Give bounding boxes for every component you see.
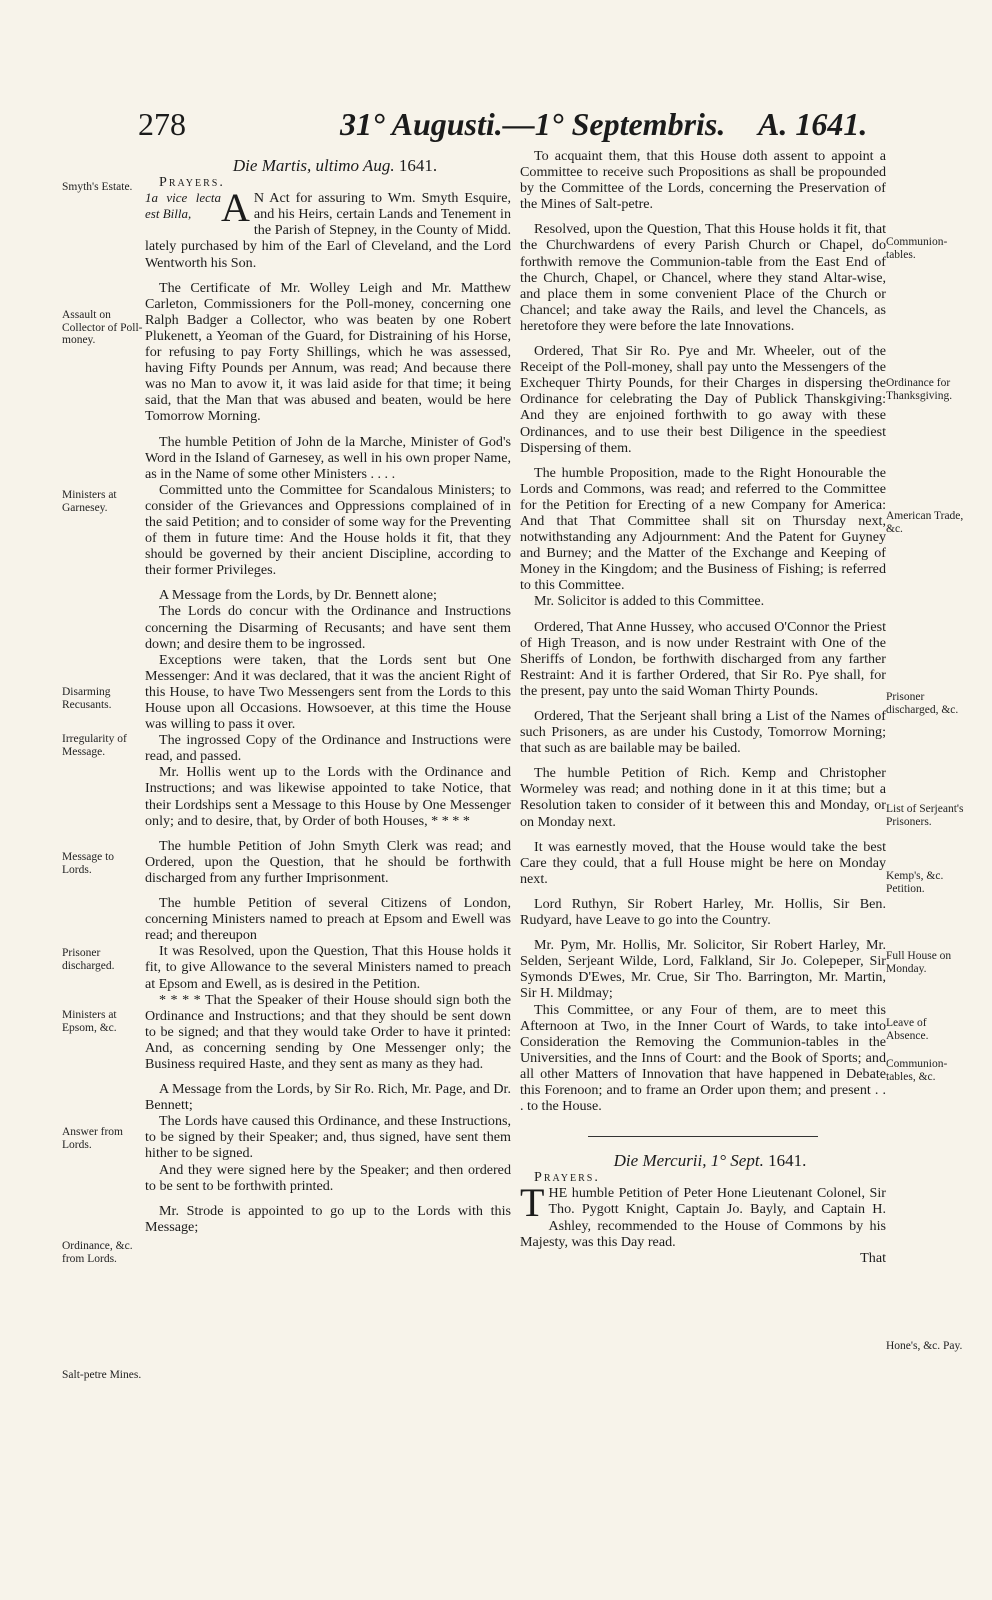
side-note: Smyth's Estate. bbox=[62, 181, 133, 193]
section-divider bbox=[588, 1136, 818, 1137]
side-note: Answer from Lords. bbox=[62, 1126, 123, 1151]
day-heading: Die Martis, ultimo Aug. 1641. bbox=[232, 156, 438, 175]
prayers-label-2: Prayers. bbox=[534, 1169, 600, 1186]
paragraph: T HE humble Petition of Peter Hone Lieutenant Colonel, Sir Tho. Pygott Knight, Captain Jo. Bayly, and Captain H. Ashley, recommended to the House of Commons by his Majesty, was this Day read. bbox=[520, 1180, 886, 1250]
paragraph: The Lords do concur with the Ordinance and Instructions concerning the Disarming of Recusants; and have sent them down; and desire them to be ingrossed. bbox=[145, 603, 511, 652]
side-note: Prisoner discharged, &c. bbox=[886, 691, 959, 716]
side-note: Leave of Absence. bbox=[886, 1017, 929, 1042]
paragraph: 1a vice lecta est Billa, A N Act for assuring to Wm. Smyth Esquire, and his Heirs, certain Lands and Tenement in the Parish of Stepney, in the County of Midd. lately purchased by him of the Earl of Cleveland, and the Lord Wentworth his Son. bbox=[145, 185, 511, 271]
side-note: Irregularity of Message. bbox=[62, 733, 127, 758]
paragraph: The Certificate of Mr. Wolley Leigh and Mr. Matthew Carleton, Commissioners for the Poll-money, concerning one Ralph Badger a Collector, who was beaten by one Robert Plukenett, a Yeoman of the Guard, for Distraining of his Horse, for refusing to pay Forty Shillings, which he was assessed, having Fifty Pounds per Annum, was read; And because there was no Man to avow it, it was laid aside for that time; it being said, that the Man that was abused and beaten, would be here Tomorrow Morning. bbox=[145, 279, 511, 425]
paragraph: Mr. Hollis went up to the Lords with the Ordinance and Instructions; and was likewise appointed to take Notice, that their Lordships sent a Message to this House by One Messenger only; and to desire, that, by Order of both Houses, * * * * bbox=[145, 764, 511, 829]
paragraph: To acquaint them, that this House doth assent to appoint a Committee to receive such Propositions as shall be propounded by the Committee of the Lords, concerning the Preservation of the Mines of Salt-petre. bbox=[520, 148, 886, 213]
side-note: Ministers at Epsom, &c. bbox=[62, 1009, 117, 1034]
paragraph: Lord Ruthyn, Sir Robert Harley, Mr. Hollis, Sir Ben. Rudyard, have Leave to go into the Country. bbox=[520, 895, 886, 929]
side-note: Communion-tables, &c. bbox=[886, 1058, 948, 1083]
paragraph: Ordered, That Anne Hussey, who accused O'Connor the Priest of High Treason, and is now under Restraint with One of the Sheriffs of London, be forthwith discharged from any farther Restraint: And it is farther Ordered, that Sir Ro. Pye shall, for the present, pay unto the said Woman Thirty Pounds. bbox=[520, 618, 886, 699]
side-note: Ordinance for Thanksgiving. bbox=[886, 377, 953, 402]
side-note: Hone's, &c. Pay. bbox=[886, 1340, 963, 1352]
paragraph: * * * * That the Speaker of their House should sign both the Ordinance and Instructions; and that they should be sent down to be signed; and that they would take Order to have it printed: And, as concerning sending by One Messenger only; the Business required Haste, and they sent as many as they had. bbox=[145, 991, 511, 1072]
catchword: That bbox=[860, 1249, 886, 1266]
drop-cap: A bbox=[221, 185, 250, 231]
paragraph: The ingrossed Copy of the Ordinance and Instructions were read, and passed. bbox=[145, 732, 511, 765]
paragraph: The humble Petition of John de la Marche, Minister of God's Word in the Island of Garnesey, as well in his own proper Name, as in the Name of some other Ministers . . . . bbox=[145, 433, 511, 482]
paragraph: The humble Petition of Rich. Kemp and Christopher Wormeley was read; and nothing done in it at this time; but a Resolution taken to consider of it between this and Monday, or on Monday next. bbox=[520, 765, 886, 830]
side-note: Ministers at Garnesey. bbox=[62, 489, 117, 514]
paragraph: Mr. Pym, Mr. Hollis, Mr. Solicitor, Sir Robert Harley, Mr. Selden, Serjeant Wilde, Lord, Falkland, Sir Jo. Colepeper, Sir Symonds D'Ewes, Mr. Crue, Sir Tho. Barrington, Mr. Martin, Sir H. Mildmay; bbox=[520, 937, 886, 1002]
page-title: 31° Augusti.—1° Septembris. bbox=[340, 106, 726, 142]
paragraph: A Message from the Lords, by Sir Ro. Rich, Mr. Page, and Dr. Bennett; bbox=[145, 1081, 511, 1114]
side-note: Kemp's, &c. Petition. bbox=[886, 870, 944, 895]
paragraph: A Message from the Lords, by Dr. Bennett alone; bbox=[159, 587, 437, 604]
paragraph: Mr. Strode is appointed to go up to the Lords with this Message; bbox=[145, 1202, 511, 1235]
side-note: Full House on Monday. bbox=[886, 950, 952, 975]
paragraph: And they were signed here by the Speaker; and then ordered to be sent to be forthwith printed. bbox=[145, 1161, 511, 1194]
right-column bbox=[520, 148, 886, 1266]
paragraph: The humble Proposition, made to the Right Honourable the Lords and Commons, was read; and referred to the Committee for the Petition for Erecting of a new Company for America: And that That Committee shall sit on Thursday next, notwithstanding any Adjournment: And the Patent for Guyney and Burney; and the Matter of the Exchange and Keeping of Money in the Kingdom; and the Business of Fishing; is referred to this Committee. bbox=[520, 464, 886, 594]
side-note: Message to Lords. bbox=[62, 851, 115, 876]
paragraph: Ordered, That the Serjeant shall bring a List of the Names of such Prisoners, as are under his Custody, Tomorrow Morning; that such as are bailable may be bailed. bbox=[520, 708, 886, 757]
side-note: List of Serjeant's Prisoners. bbox=[886, 803, 964, 828]
paragraph: It was Resolved, upon the Question, That this House holds it fit, to give Allowance to the several Ministers named to preach at Epsom and Ewell, as is desired in the Petition. bbox=[145, 943, 511, 992]
side-note: American Trade, &c. bbox=[886, 510, 964, 535]
paragraph: Committed unto the Committee for Scandalous Ministers; to consider of the Grievances and Oppressions complained of in the said Petition; and to consider of some way for the Preventing of them in future time: And the House holds it fit, that they should be governed by their ancient Discipline, according to their former Privileges. bbox=[145, 481, 511, 579]
side-note: Disarming Recusants. bbox=[62, 686, 112, 711]
drop-cap: T bbox=[520, 1180, 545, 1226]
side-note: Salt-petre Mines. bbox=[62, 1369, 142, 1381]
paragraph: The Lords have caused this Ordinance, and these Instructions, to be signed by their Speaker; and, thus signed, have sent them hither to be signed. bbox=[145, 1113, 511, 1162]
paragraph: Ordered, That Sir Ro. Pye and Mr. Wheeler, out of the Receipt of the Poll-money, shall pay unto the Messengers of the Exchequer Thirty Pounds, for their Charges in dispersing the Ordinance for celebrating the Day of Publick Thanskgiving: And they are enjoined forthwith to go away with these Ordinances, and to use their best Diligence in the speediest Dispersing of them. bbox=[520, 343, 886, 456]
page-number: 278 bbox=[138, 106, 186, 142]
running-header bbox=[0, 106, 992, 152]
side-note: Prisoner discharged. bbox=[62, 947, 115, 972]
prayers-label: Prayers. bbox=[159, 174, 225, 191]
page-year: A. 1641. bbox=[758, 106, 868, 142]
paragraph: Mr. Solicitor is added to this Committee. bbox=[534, 593, 765, 610]
paragraph: Exceptions were taken, that the Lords sent but One Messenger: And it was declared, that it was the ancient Right of this House, to have Two Messengers sent from the Lords to this House upon all Occasions. Howsoever, at this time the House was willing to pass it over. bbox=[145, 651, 511, 733]
side-note: Assault on Collector of Poll-money. bbox=[62, 309, 143, 346]
day-heading-2: Die Mercurii, 1° Sept. 1641. bbox=[613, 1151, 807, 1171]
paragraph: It was earnestly moved, that the House would take the best Care they could, that a full House might be here on Monday next. bbox=[520, 838, 886, 887]
paragraph: This Committee, or any Four of them, are to meet this Afternoon at Two, in the Inner Court of Wards, to take into Consideration the Removing the Communion-tables in the Universities, and the Inns of Court: and the Book of Sports; and all other Matters of Innovation that have happened in Debate this Forenoon; and to frame an Order upon them; and present . . . to the House. bbox=[520, 1001, 886, 1115]
paragraph: Resolved, upon the Question, That this House holds it fit, that the Churchwardens of every Parish Church or Chapel, do forthwith remove the Communion-table from the East End of the Church, Chapel, or Chancel, where they stand Altar-wise, and place them in some convenient Place of the Church or Chancel; and take away the Rails, and level the Chancels, as heretofore they were before the late Innovations. bbox=[520, 221, 886, 334]
left-column bbox=[145, 158, 511, 1235]
paragraph: The humble Petition of several Citizens of London, concerning Ministers named to preach at Epsom and Ewell was read; and thereupon bbox=[145, 895, 511, 944]
side-note: Communion-tables. bbox=[886, 236, 948, 261]
side-note: Ordinance, &c. from Lords. bbox=[62, 1240, 133, 1265]
vice-lecta-label: 1a vice lecta est Billa, bbox=[145, 190, 221, 222]
paragraph: The humble Petition of John Smyth Clerk was read; and Ordered, upon the Question, that he should be forthwith discharged from any further Imprisonment. bbox=[145, 837, 511, 886]
